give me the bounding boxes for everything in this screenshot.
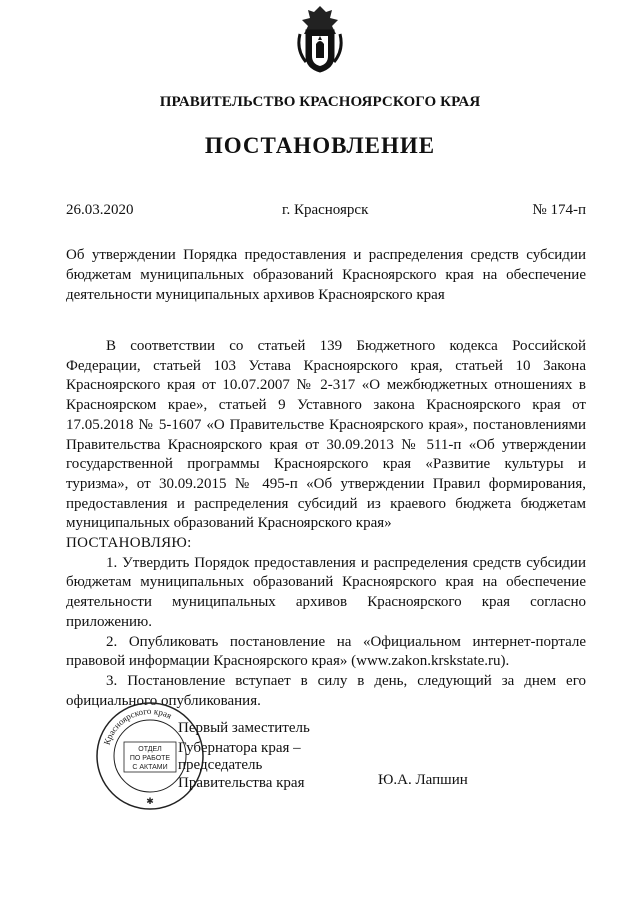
stamp-center-line: ОТДЕЛ	[138, 746, 162, 753]
document-city: г. Красноярск	[282, 202, 369, 218]
signatory-title-line: Губернатора края –	[178, 740, 301, 756]
stamp-center-line: С АКТАМИ	[132, 764, 168, 771]
list-item: 3. Постановление вступает в силу в день, следующий за днем его официального опубликования.	[66, 672, 586, 709]
coat-of-arms-icon	[296, 4, 344, 74]
signatory-title-line: председатель	[178, 757, 263, 773]
preamble-paragraph: В соответствии со статьей 139 Бюджетного кодекса Российской Федерации, статьей 103 Устава Красноярского края, статьей 10 Закона Красноярского края от 10.07.2007 № 2-317 «О межбюджетных отношениях в Красноярском крае», статьей 9 Уставного закона Красноярского края от 17.05.2018 № 5-1607 «О Правительстве Красноярского края», постановлениями Правительства Красноярского края от 30.09.2013 № 511-п «Об утверждении государственной программы Красноярского края «Развитие культуры и туризма», от 30.09.2015 № 495-п «Об утверждении Правил формирования, предоставления и распределения субсидий из краевого бюджета бюджетам муниципальных образований Красноярского края»	[66, 338, 586, 532]
stamp-center-line: ПО РАБОТЕ	[129, 755, 171, 762]
list-item: 2. Опубликовать постановление на «Официальном интернет-портале правовой информации Красноярского края» (www.zakon.krskstate.ru).	[66, 633, 586, 670]
organization-title: ПРАВИТЕЛЬСТВО КРАСНОЯРСКОГО КРАЯ	[159, 94, 481, 110]
signatory-title-line: Первый заместитель	[178, 720, 310, 736]
document-meta	[66, 202, 586, 222]
document-date: 26.03.2020	[66, 202, 134, 218]
document-number: № 174-п	[532, 202, 586, 218]
signatory-name: Ю.А. Лапшин	[378, 772, 468, 788]
list-item: 1. Утвердить Порядок предоставления и распределения средств субсидии бюджетам муниципальных образований Красноярского края на обеспечение деятельности муниципальных архивов Красноярского края согласно приложению.	[66, 554, 586, 630]
signature-block	[0, 718, 640, 818]
svg-text:✱: ✱	[146, 796, 154, 806]
document-body	[66, 337, 586, 711]
stamp-ring-text: Красноярского края	[101, 705, 174, 747]
resolve-keyword: ПОСТАНОВЛЯЮ:	[66, 535, 192, 552]
document-subject: Об утверждении Порядка предоставления и распределения средств субсидии бюджетам муниципальных образований Красноярского края на обеспечение деятельности муниципальных архивов Красноярского края	[66, 247, 586, 303]
signatory-title-line: Правительства края	[178, 775, 305, 791]
document-type-title: ПОСТАНОВЛЕНИЕ	[204, 133, 436, 158]
